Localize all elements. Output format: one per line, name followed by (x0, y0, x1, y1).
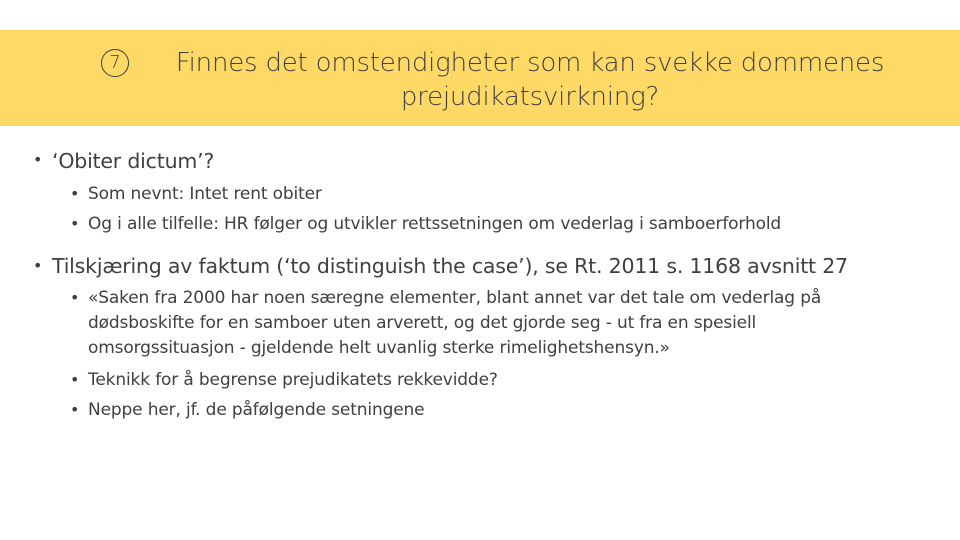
bullet-tilskjaering: Tilskjæring av faktum (‘to distinguish the case’), se Rt. 2011 s. 1168 avsnitt 27 (52, 254, 848, 278)
bullet-dot: • (70, 214, 80, 233)
bullet-dot: • (33, 150, 43, 169)
sub-bullet-neppe-her: Neppe her, jf. de påfølgende setningene (88, 400, 425, 420)
sub-bullet-teknikk: Teknikk for å begrense prejudikatets rekkevidde? (88, 370, 498, 390)
circled-number-badge: 7 (101, 49, 129, 77)
bullet-dot: • (70, 184, 80, 203)
bullet-obiter-dictum: ‘Obiter dictum’? (52, 149, 215, 173)
sub-bullet-quote-line-3: omsorgssituasjon - gjeldende helt uvanlig sterke rimelighetshensyn.» (88, 338, 670, 358)
sub-bullet-som-nevnt: Som nevnt: Intet rent obiter (88, 184, 322, 204)
slide-title-line-2: prejudikatsvirkning? (400, 82, 660, 112)
sub-bullet-quote-line-2: dødsboskifte for en samboer uten arverett, og det gjorde seg - ut fra en spesiell (88, 313, 757, 333)
bullet-dot: • (70, 370, 80, 389)
bullet-dot: • (70, 288, 80, 307)
slide-title-line-1: Finnes det omstendigheter som kan svekke dommenes (175, 48, 885, 78)
sub-bullet-og-i-alle-tilfelle: Og i alle tilfelle: HR følger og utvikler rettssetningen om vederlag i samboerforhold (88, 214, 782, 234)
bullet-dot: • (33, 256, 43, 275)
bullet-dot: • (70, 400, 80, 419)
sub-bullet-quote-line-1: «Saken fra 2000 har noen særegne elementer, blant annet var det tale om vederlag på (88, 288, 822, 308)
